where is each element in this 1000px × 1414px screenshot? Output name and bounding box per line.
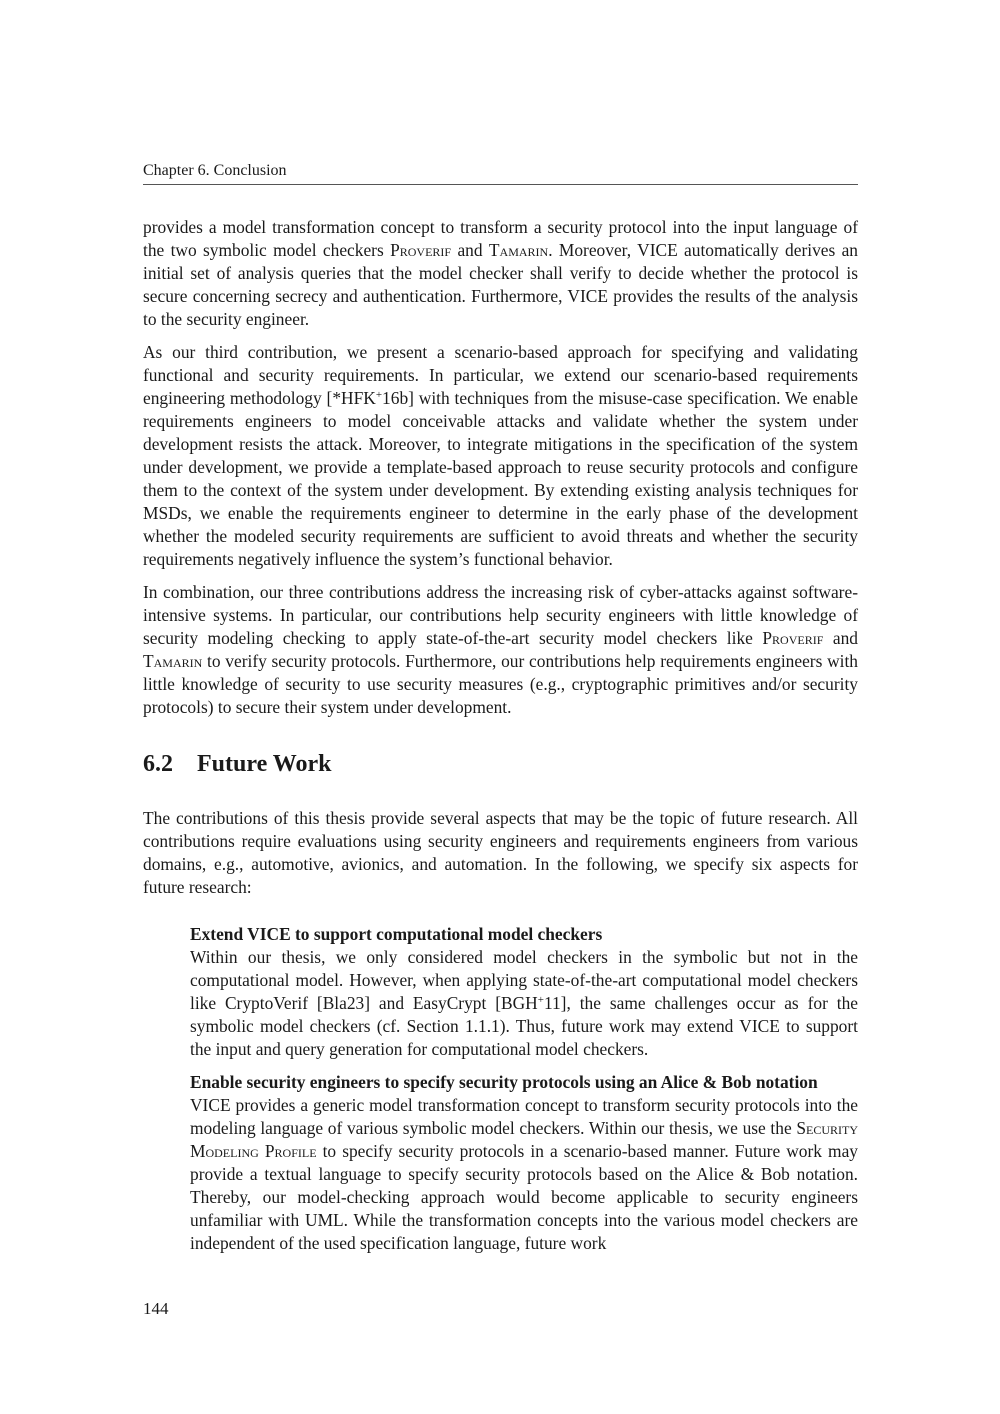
profile-name: Security Modeling Profile [190,1118,858,1161]
paragraph-vice-summary: provides a model transformation concept to transform a security protocol into the input language of the two symbolic model checkers Proverif and Tamarin. Moreover, VICE automatically derives an initial set of analysis queries that the model checker shall verify to decide whether the protocol is secure concerning secrecy and authentication. Furthermore, VICE provides the results of the analysis to the security engineer. [143,217,859,329]
page-number: 144 [143,1299,169,1318]
running-header [143,160,858,185]
chapter-title: Chapter 6. Conclusion [143,162,287,179]
citation-superscript: + [537,994,544,1006]
paragraph-combination: In combination, our three contributions address the increasing risk of cyber-attacks against software-intensive systems. In particular, our contributions help security engineers with little knowledge of security modeling checking to apply state-of-the-art security model checkers like Proverif and Tamarin to verify security protocols. Furthermore, our contributions help requirements engineers with little knowledge of security to use security measures (e.g., cryptographic primitives and/or security protocols) to secure their system under development. [143,582,858,717]
tool-name-tamarin: Tamarin [143,651,203,671]
tool-name-tamarin: Tamarin [488,240,549,260]
item-body: VICE provides a generic model transformation concept to transform security protocols into the modeling language of various symbolic model checkers. Within our thesis, we use the Security Modeling Profile to specify security protocols in a scenario-based manner. Future work may provide a textual language to specify security protocols based on the Alice & Bob notation. Thereby, our model-checking approach would become applicable to security engineers unfamiliar with UML. While the transformation concepts into the various model checkers are independent of the used specification language, future work [190,1095,858,1253]
citation-superscript: + [375,389,383,401]
section-title: Future Work [197,751,332,777]
list-item [190,1071,858,1255]
section-heading [143,749,858,779]
tool-name-proverif: Proverif [762,628,824,648]
item-body: Within our thesis, we only considered model checkers in the symbolic but not in the computational model. However, when applying state-of-the-art computational model checkers like CryptoVerif [Bla23] and EasyCrypt [BGH+11], the same challenges occur as for the symbolic model checkers (cf. Section 1.1.1). Thus, future work may extend VICE to support the input and query generation for computational model checkers. [190,947,858,1059]
item-title: Enable security engineers to specify security protocols using an Alice & Bob notation [190,1072,818,1092]
future-work-list [190,923,858,1255]
tool-name-proverif: Proverif [390,240,452,260]
paragraph-future-work-intro: The contributions of this thesis provide several aspects that may be the topic of future research. All contributions require evaluations using security engineers and requirements engineers from various domains, e.g., automotive, avionics, and automation. In the following, we specify six aspects for future research: [143,808,858,897]
paragraph-third-contribution: As our third contribution, we present a scenario-based approach for specifying and validating functional and security requirements. In particular, we extend our scenario-based requirements engineering methodology [*HFK+16b] with techniques from the misuse-case specification. We enable requirements engineers to model conceivable attacks and validate whether the system under development resists the attack. Moreover, to integrate mitigations in the specification of the system under development, we provide a template-based approach to reuse security protocols and configure them to the context of the system under development. By extending existing analysis techniques for MSDs, we enable the requirements engineer to determine in the early phase of the development whether the modeled security requirements are sufficient to avoid threats and whether the security requirements negatively influence the system’s functional behavior. [143,342,858,569]
item-title: Extend VICE to support computational model checkers [190,924,603,944]
list-item [190,923,858,1061]
section-number: 6.2 [143,751,173,777]
page-body [143,216,858,1265]
